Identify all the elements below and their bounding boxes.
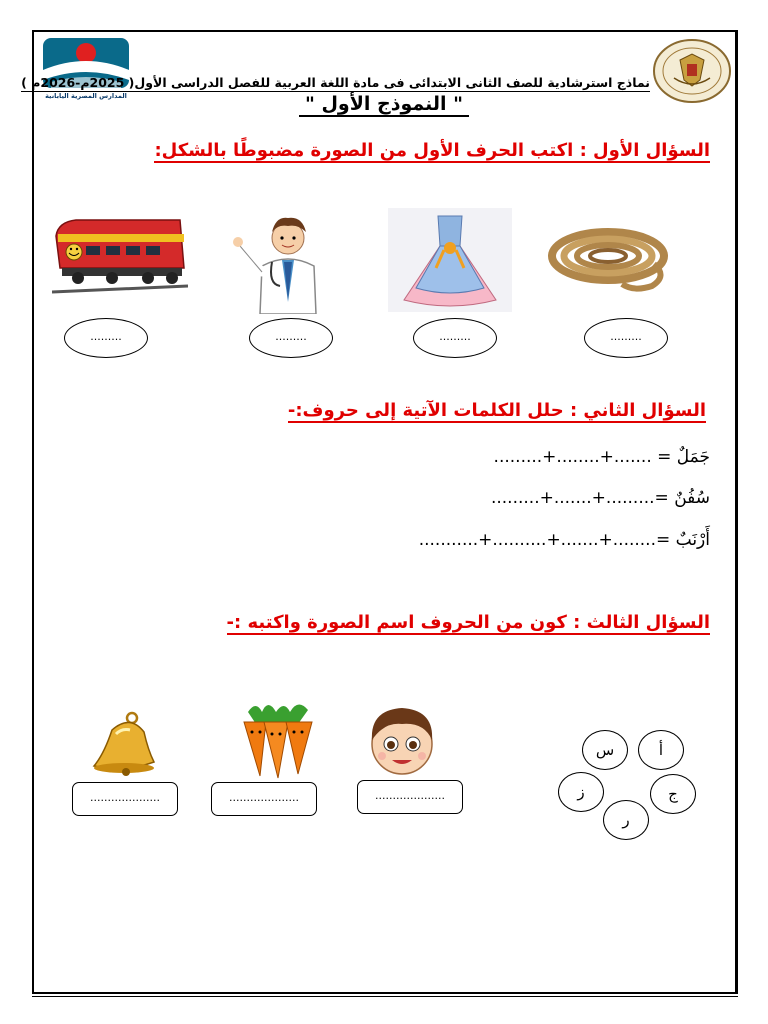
letter-circle-seen[interactable]: س	[582, 730, 628, 770]
analysis-line-arnab[interactable]: أَرْنَبٌ =........+.......+..........+...........	[418, 530, 710, 550]
answer-box-carrots[interactable]: ....................	[211, 782, 317, 816]
page-frame-line	[32, 996, 738, 997]
rope-image	[544, 224, 676, 294]
boy-image	[362, 700, 442, 780]
answer-oval-doctor[interactable]: .........	[249, 318, 333, 358]
answer-oval-rope[interactable]: .........	[584, 318, 668, 358]
question-3-heading	[227, 612, 710, 633]
school-logo-text: المدارس المصرية اليابانية	[45, 92, 127, 100]
question-3-heading-text: السؤال الثالث : كون من الحروف اسم الصورة واكتبه :-	[226, 612, 710, 633]
doctor-image	[228, 202, 348, 314]
question-1-heading-text: السؤال الأول : اكتب الحرف الأول من الصورة مضبوطًا بالشكل:	[154, 140, 710, 161]
bell-image	[86, 710, 158, 776]
page-title-text: " النموذج الأول "	[299, 93, 469, 117]
answer-box-bell[interactable]: ....................	[72, 782, 178, 816]
header-caption: نماذج استرشادية للصف الثانى الابتدائى فى مادة اللغة العربية للفصل الدراسى الأول( 2025م-2026م )	[21, 75, 650, 90]
answer-oval-train[interactable]: .........	[64, 318, 148, 358]
answer-oval-dress[interactable]: .........	[413, 318, 497, 358]
carrots-image	[238, 698, 318, 780]
question-1-heading	[154, 140, 710, 161]
analysis-line-jamal[interactable]: جَمَلٌ = .......+........+.........	[493, 447, 710, 467]
letter-circle-alif[interactable]: أ	[638, 730, 684, 770]
train-image	[52, 206, 188, 298]
answer-box-boy[interactable]: ....................	[357, 780, 463, 814]
letter-circle-jeem[interactable]: ج	[650, 774, 696, 814]
dress-image	[388, 208, 512, 312]
page-frame	[32, 30, 738, 994]
question-2-heading	[288, 400, 706, 421]
page-title	[0, 93, 768, 115]
letter-circle-zay[interactable]: ز	[558, 772, 604, 812]
analysis-line-sufun[interactable]: سُفُنٌ =.........+.......+.........	[490, 488, 710, 508]
question-2-heading-text: السؤال الثاني : حلل الكلمات الآتية إلى حروف:-	[287, 400, 706, 421]
letter-circle-ra[interactable]: ر	[603, 800, 649, 840]
